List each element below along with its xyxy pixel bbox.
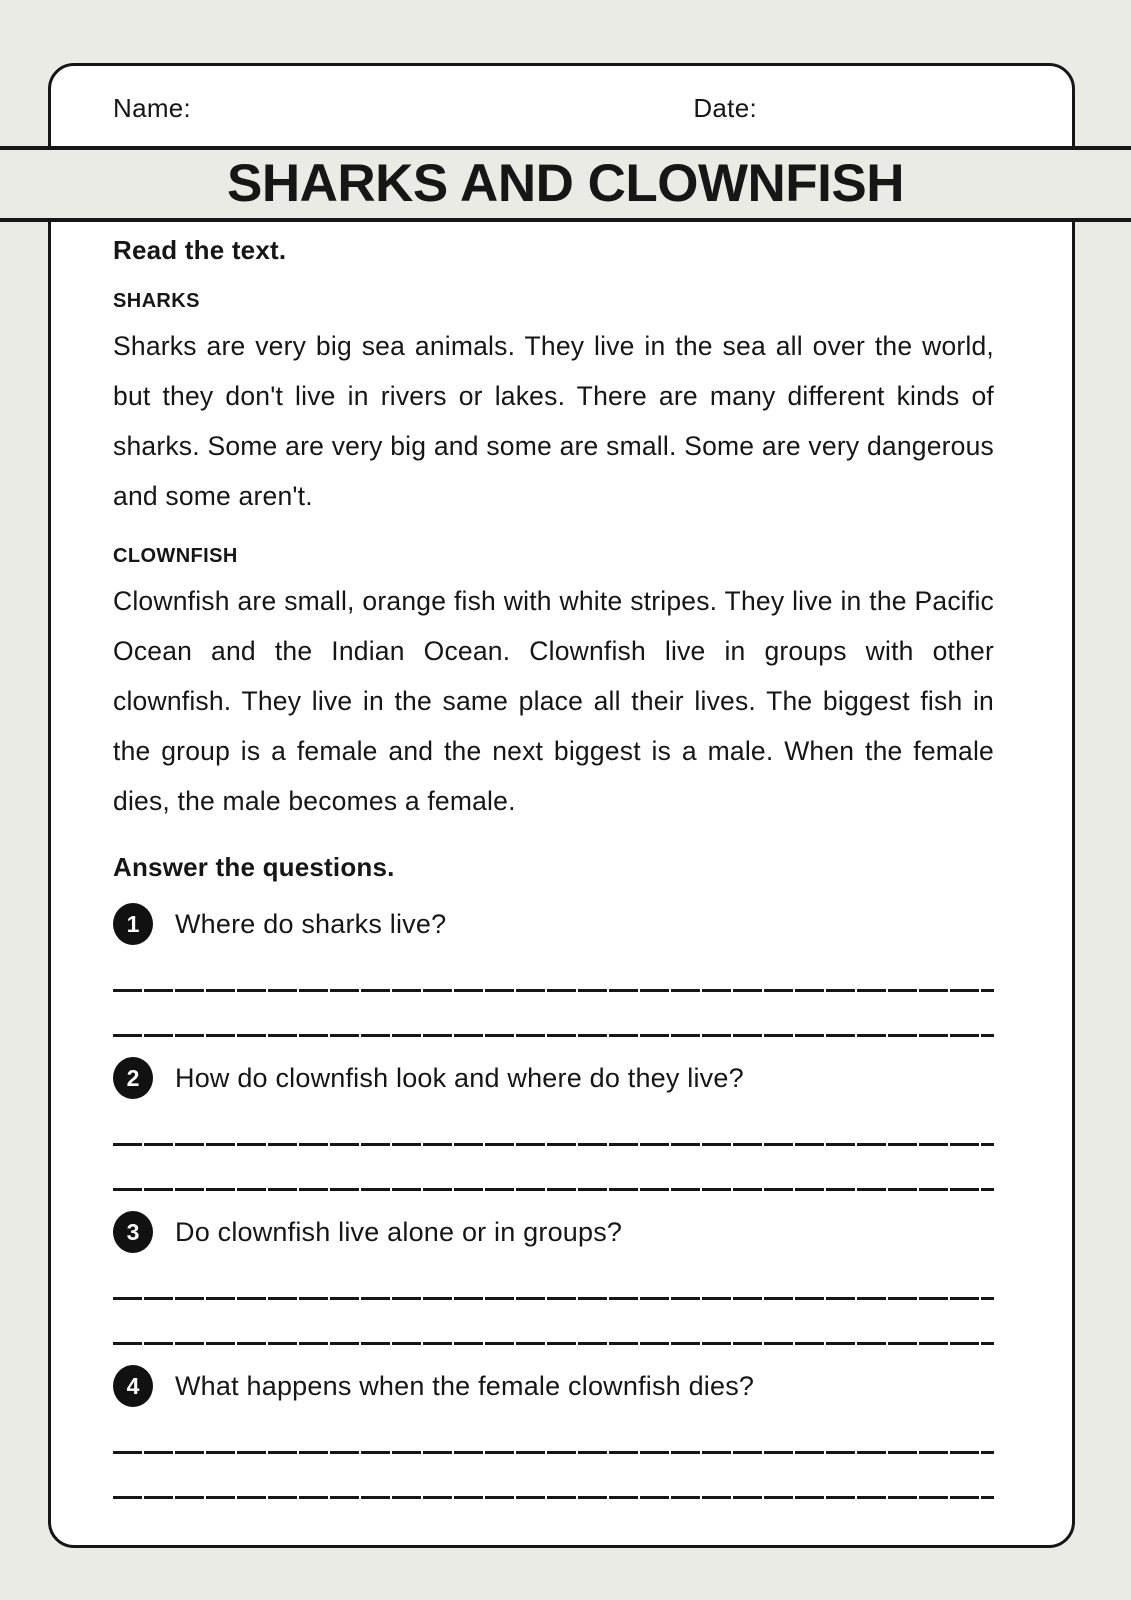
question-4-answer-line-1[interactable]	[113, 1451, 994, 1454]
read-instruction: Read the text.	[113, 235, 287, 265]
question-4-answer-line-2[interactable]	[113, 1496, 994, 1499]
question-2-answer-line-2[interactable]	[113, 1188, 994, 1191]
worksheet-body	[48, 216, 1075, 1548]
question-2-text: How do clownfish look and where do they live?	[175, 1062, 744, 1093]
date-label: Date:	[693, 92, 757, 123]
question-3	[113, 1211, 994, 1253]
question-2	[113, 1057, 994, 1099]
date-input-area[interactable]	[767, 88, 887, 128]
worksheet-title: SHARKS AND CLOWNFISH	[226, 154, 904, 213]
question-1	[113, 903, 994, 945]
question-1-number-badge: 1	[113, 903, 153, 945]
question-4	[113, 1365, 994, 1407]
question-2-number-badge: 2	[113, 1057, 153, 1099]
sharks-paragraph: Sharks are very big sea animals. They live in the sea all over the world, but they don't live in rivers or lakes. There are many different kinds of sharks. Some are very big and some are small. Some are very dangerous and some aren't.	[113, 331, 994, 511]
question-1-answer-line-2[interactable]	[113, 1034, 994, 1037]
question-3-number-badge: 3	[113, 1211, 153, 1253]
question-3-text: Do clownfish live alone or in groups?	[175, 1216, 623, 1247]
section-heading-sharks: SHARKS	[113, 290, 200, 312]
question-3-answer-line-1[interactable]	[113, 1297, 994, 1300]
question-1-text: Where do sharks live?	[175, 908, 447, 939]
answer-instruction: Answer the questions.	[113, 852, 395, 882]
question-1-answer-line-1[interactable]	[113, 989, 994, 992]
question-2-answer-line-1[interactable]	[113, 1143, 994, 1146]
question-4-text: What happens when the female clownfish dies?	[175, 1370, 755, 1401]
section-heading-clownfish: CLOWNFISH	[113, 545, 238, 567]
question-3-answer-line-2[interactable]	[113, 1342, 994, 1345]
title-band	[0, 146, 1131, 222]
question-4-number-badge: 4	[113, 1365, 153, 1407]
name-input-area[interactable]	[201, 88, 321, 128]
name-label: Name:	[113, 92, 192, 123]
clownfish-paragraph: Clownfish are small, orange fish with white stripes. They live in the Pacific Ocean and the Indian Ocean. Clownfish live in groups with other clownfish. They live in the same place all their lives. The biggest fish in the group is a female and the next biggest is a male. When the female dies, the male becomes a female.	[113, 586, 994, 816]
